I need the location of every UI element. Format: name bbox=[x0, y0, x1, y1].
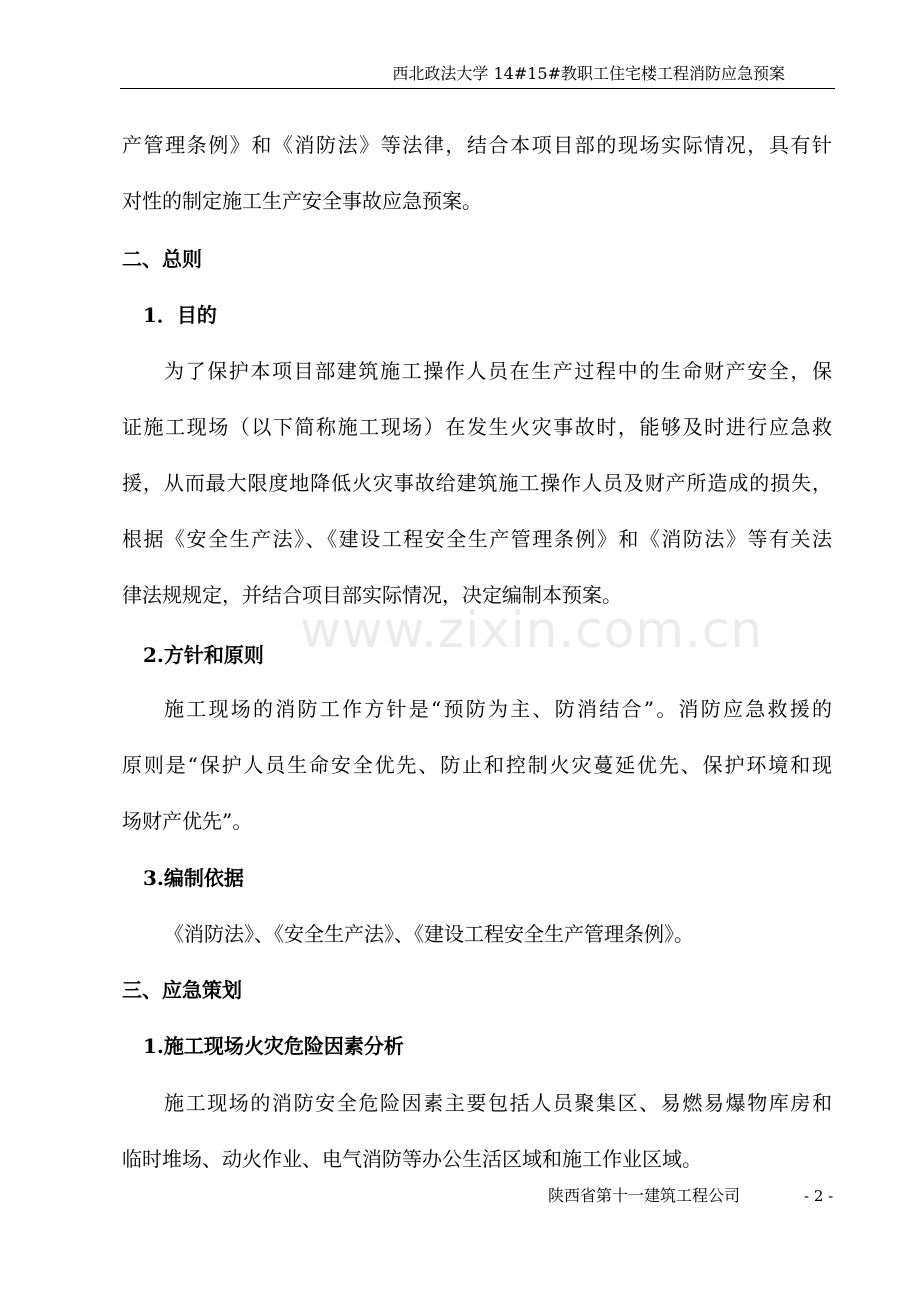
section-heading: 二、总则 bbox=[122, 247, 202, 271]
body-line: 根据《安全生产法》、《建设工程安全生产管理条例》和《消防法》等有关法 bbox=[122, 527, 832, 551]
watermark: www.zixin.com.cn bbox=[300, 601, 764, 659]
subsection-heading: 1.施工现场火灾危险因素分析 bbox=[143, 1034, 404, 1058]
subsection-heading: 1．目的 bbox=[143, 303, 217, 327]
body-line: 产管理条例》和《消防法》等法律，结合本项目部的现场实际情况，具有针 bbox=[122, 133, 832, 157]
body-line: 律法规规定，并结合项目部实际情况，决定编制本预案。 bbox=[122, 583, 622, 607]
body-line: 施工现场的消防安全危险因素主要包括人员聚集区、易燃易爆物库房和 bbox=[164, 1091, 832, 1115]
body-line: 施工现场的消防工作方针是“预防为主、防消结合”。消防应急救援的 bbox=[164, 697, 832, 721]
running-header: 西北政法大学 14#15#教职工住宅楼工程消防应急预案 bbox=[392, 64, 785, 83]
subsection-heading: 3.编制依据 bbox=[143, 866, 244, 890]
footer-company: 陕西省第十一建筑工程公司 bbox=[548, 1186, 741, 1205]
subsection-heading: 2.方针和原则 bbox=[143, 643, 264, 667]
body-line: 为了保护本项目部建筑施工操作人员在生产过程中的生命财产安全，保 bbox=[164, 359, 832, 383]
body-line: 《消防法》、《安全生产法》、《建设工程安全生产管理条例》。 bbox=[164, 922, 694, 946]
body-line: 原则是“保护人员生命安全优先、防止和控制火灾蔓延优先、保护环境和现 bbox=[122, 753, 832, 777]
section-heading: 三、应急策划 bbox=[122, 978, 242, 1002]
body-line: 临时堆场、动火作业、电气消防等办公生活区域和施工作业区域。 bbox=[122, 1147, 702, 1171]
page-number: - 2 - bbox=[804, 1187, 834, 1205]
body-line: 对性的制定施工生产安全事故应急预案。 bbox=[122, 189, 482, 213]
body-line: 场财产优先”。 bbox=[122, 809, 253, 833]
header-rule bbox=[120, 88, 835, 89]
body-line: 证施工现场（以下简称施工现场）在发生火灾事故时，能够及时进行应急救 bbox=[122, 415, 832, 439]
body-line: 援，从而最大限度地降低火灾事故给建筑施工操作人员及财产所造成的损失， bbox=[122, 471, 832, 495]
